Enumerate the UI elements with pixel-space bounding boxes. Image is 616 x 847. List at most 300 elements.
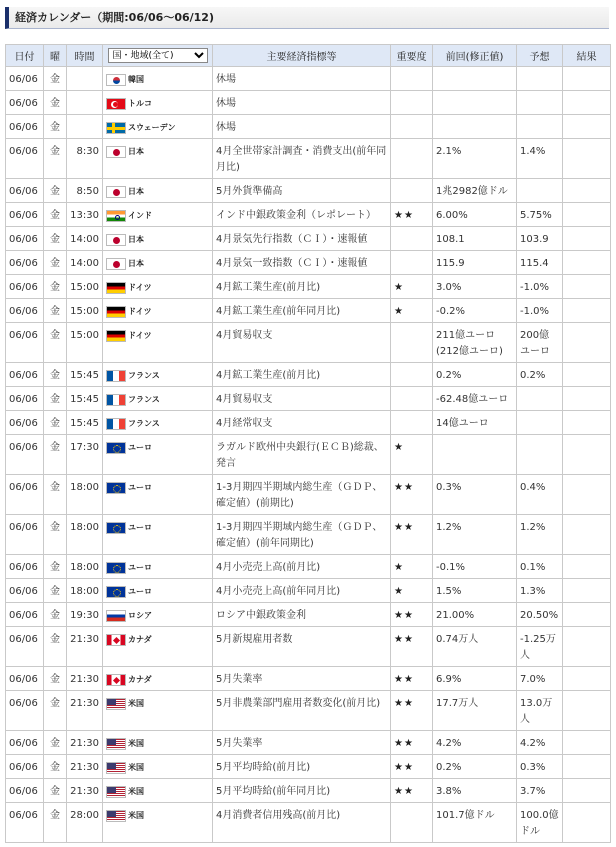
- cell-forecast: 5.75%: [517, 203, 563, 227]
- cell-indicator: 5月失業率: [213, 667, 391, 691]
- cell-date: 06/06: [6, 275, 44, 299]
- cell-previous: 211億ユーロ(212億ユーロ): [433, 323, 517, 363]
- cell-indicator: 1-3月期四半期域内総生産（ＧＤＰ、確定値）(前年同期比): [213, 515, 391, 555]
- cell-importance: [391, 139, 433, 179]
- header-day: 曜: [44, 45, 67, 67]
- cell-time: [67, 91, 103, 115]
- cell-time: 18:00: [67, 475, 103, 515]
- cell-indicator: 1-3月期四半期域内総生産（ＧＤＰ、確定値）(前期比): [213, 475, 391, 515]
- cell-importance: ★★: [391, 779, 433, 803]
- cell-importance: [391, 803, 433, 843]
- cell-date: 06/06: [6, 67, 44, 91]
- table-row: [6, 779, 611, 803]
- eu-flag-icon: [106, 522, 126, 534]
- cell-previous: 3.8%: [433, 779, 517, 803]
- country-name: フランス: [128, 395, 160, 404]
- header-previous: 前回(修正値): [433, 45, 517, 67]
- india-flag-icon: [106, 210, 126, 222]
- cell-day: 金: [44, 251, 67, 275]
- cell-result: [563, 227, 611, 251]
- cell-forecast: 0.4%: [517, 475, 563, 515]
- cell-importance: ★: [391, 435, 433, 475]
- cell-date: 06/06: [6, 515, 44, 555]
- cell-indicator: 4月経常収支: [213, 411, 391, 435]
- cell-day: 金: [44, 411, 67, 435]
- cell-time: 15:45: [67, 411, 103, 435]
- cell-forecast: 1.2%: [517, 515, 563, 555]
- cell-previous: 2.1%: [433, 139, 517, 179]
- header-importance: 重要度: [391, 45, 433, 67]
- cell-country: [103, 179, 213, 203]
- country-name: ドイツ: [128, 283, 152, 292]
- cell-indicator: 5月失業率: [213, 731, 391, 755]
- cell-previous: 1兆2982億ドル: [433, 179, 517, 203]
- cell-importance: ★★: [391, 515, 433, 555]
- cell-country: [103, 275, 213, 299]
- sweden-flag-icon: [106, 122, 126, 134]
- cell-time: 13:30: [67, 203, 103, 227]
- cell-previous: 17.7万人: [433, 691, 517, 731]
- cell-indicator: 4月全世帯家計調査・消費支出(前年同月比): [213, 139, 391, 179]
- table-row: [6, 363, 611, 387]
- cell-importance: ★★: [391, 667, 433, 691]
- table-row: [6, 251, 611, 275]
- country-name: ドイツ: [128, 331, 152, 340]
- cell-time: 15:45: [67, 387, 103, 411]
- cell-indicator: 5月平均時給(前年同月比): [213, 779, 391, 803]
- cell-day: 金: [44, 387, 67, 411]
- japan-flag-icon: [106, 186, 126, 198]
- table-header-row: [6, 45, 611, 67]
- cell-time: 14:00: [67, 251, 103, 275]
- cell-time: 8:50: [67, 179, 103, 203]
- table-row: [6, 411, 611, 435]
- cell-forecast: [517, 411, 563, 435]
- cell-previous: -62.48億ユーロ: [433, 387, 517, 411]
- country-name: 米国: [128, 763, 144, 772]
- cell-date: 06/06: [6, 139, 44, 179]
- cell-country: [103, 667, 213, 691]
- cell-country: [103, 731, 213, 755]
- table-row: [6, 627, 611, 667]
- country-name: スウェーデン: [128, 123, 176, 132]
- france-flag-icon: [106, 370, 126, 382]
- header-time: 時間: [67, 45, 103, 67]
- country-name: 米国: [128, 699, 144, 708]
- cell-previous: -0.1%: [433, 555, 517, 579]
- cell-time: 15:00: [67, 323, 103, 363]
- page-title: 経済カレンダー（期間:06/06〜06/12): [5, 7, 609, 29]
- cell-indicator: 4月貿易収支: [213, 323, 391, 363]
- cell-date: 06/06: [6, 91, 44, 115]
- cell-time: 18:00: [67, 579, 103, 603]
- country-name: ドイツ: [128, 307, 152, 316]
- cell-result: [563, 475, 611, 515]
- cell-indicator: 4月消費者信用残高(前月比): [213, 803, 391, 843]
- cell-date: 06/06: [6, 803, 44, 843]
- cell-country: [103, 299, 213, 323]
- usa-flag-icon: [106, 810, 126, 822]
- cell-day: 金: [44, 555, 67, 579]
- cell-country: [103, 139, 213, 179]
- cell-result: [563, 803, 611, 843]
- cell-previous: 4.2%: [433, 731, 517, 755]
- eu-flag-icon: [106, 482, 126, 494]
- cell-country: [103, 691, 213, 731]
- cell-country: [103, 803, 213, 843]
- cell-importance: ★★: [391, 691, 433, 731]
- country-name: インド: [128, 211, 152, 220]
- cell-day: 金: [44, 275, 67, 299]
- cell-forecast: 100.0億ドル: [517, 803, 563, 843]
- cell-importance: [391, 115, 433, 139]
- cell-previous: 0.74万人: [433, 627, 517, 667]
- cell-date: 06/06: [6, 691, 44, 731]
- canada-flag-icon: [106, 674, 126, 686]
- cell-previous: 21.00%: [433, 603, 517, 627]
- country-name: ユーロ: [128, 587, 152, 596]
- country-name: 米国: [128, 787, 144, 796]
- table-row: [6, 475, 611, 515]
- cell-country: [103, 779, 213, 803]
- cell-time: 21:30: [67, 779, 103, 803]
- cell-previous: [433, 67, 517, 91]
- cell-country: [103, 627, 213, 667]
- cell-importance: [391, 387, 433, 411]
- cell-previous: 108.1: [433, 227, 517, 251]
- cell-result: [563, 179, 611, 203]
- country-name: ロシア: [128, 611, 152, 620]
- cell-date: 06/06: [6, 115, 44, 139]
- cell-date: 06/06: [6, 179, 44, 203]
- cell-previous: 0.2%: [433, 363, 517, 387]
- table-row: [6, 91, 611, 115]
- cell-day: 金: [44, 323, 67, 363]
- country-name: 米国: [128, 739, 144, 748]
- header-indicator: 主要経済指標等: [213, 45, 391, 67]
- cell-date: 06/06: [6, 299, 44, 323]
- cell-result: [563, 731, 611, 755]
- cell-time: 17:30: [67, 435, 103, 475]
- cell-date: 06/06: [6, 475, 44, 515]
- cell-result: [563, 691, 611, 731]
- cell-importance: ★: [391, 579, 433, 603]
- cell-date: 06/06: [6, 555, 44, 579]
- cell-country: [103, 387, 213, 411]
- cell-forecast: 1.3%: [517, 579, 563, 603]
- cell-importance: [391, 179, 433, 203]
- country-name: カナダ: [128, 635, 152, 644]
- cell-indicator: 休場: [213, 91, 391, 115]
- cell-day: 金: [44, 603, 67, 627]
- cell-country: [103, 411, 213, 435]
- cell-indicator: インド中銀政策金利（レポレート）: [213, 203, 391, 227]
- cell-time: 21:30: [67, 627, 103, 667]
- cell-date: 06/06: [6, 203, 44, 227]
- cell-time: [67, 115, 103, 139]
- japan-flag-icon: [106, 258, 126, 270]
- japan-flag-icon: [106, 146, 126, 158]
- table-row: [6, 803, 611, 843]
- cell-indicator: 4月貿易収支: [213, 387, 391, 411]
- russia-flag-icon: [106, 610, 126, 622]
- cell-time: [67, 67, 103, 91]
- country-name: フランス: [128, 419, 160, 428]
- cell-previous: 0.3%: [433, 475, 517, 515]
- cell-previous: 115.9: [433, 251, 517, 275]
- cell-day: 金: [44, 627, 67, 667]
- cell-forecast: [517, 67, 563, 91]
- cell-date: 06/06: [6, 779, 44, 803]
- cell-date: 06/06: [6, 411, 44, 435]
- country-name: 日本: [128, 235, 144, 244]
- cell-forecast: 103.9: [517, 227, 563, 251]
- cell-previous: 0.2%: [433, 755, 517, 779]
- cell-indicator: 4月景気一致指数（ＣＩ）・速報値: [213, 251, 391, 275]
- cell-date: 06/06: [6, 667, 44, 691]
- eu-flag-icon: [106, 586, 126, 598]
- economic-calendar-table: [5, 44, 611, 843]
- cell-time: 21:30: [67, 731, 103, 755]
- cell-date: 06/06: [6, 387, 44, 411]
- header-forecast: 予想: [517, 45, 563, 67]
- cell-forecast: [517, 115, 563, 139]
- cell-time: 15:45: [67, 363, 103, 387]
- country-name: ユーロ: [128, 523, 152, 532]
- cell-day: 金: [44, 115, 67, 139]
- cell-previous: -0.2%: [433, 299, 517, 323]
- france-flag-icon: [106, 394, 126, 406]
- cell-previous: 3.0%: [433, 275, 517, 299]
- cell-country: [103, 515, 213, 555]
- cell-day: 金: [44, 731, 67, 755]
- cell-forecast: -1.0%: [517, 275, 563, 299]
- cell-time: 21:30: [67, 667, 103, 691]
- cell-day: 金: [44, 91, 67, 115]
- cell-forecast: [517, 435, 563, 475]
- cell-result: [563, 435, 611, 475]
- cell-time: 21:30: [67, 755, 103, 779]
- cell-time: 19:30: [67, 603, 103, 627]
- cell-importance: ★★: [391, 475, 433, 515]
- cell-time: 8:30: [67, 139, 103, 179]
- table-row: [6, 323, 611, 363]
- usa-flag-icon: [106, 786, 126, 798]
- cell-forecast: 7.0%: [517, 667, 563, 691]
- table-row: [6, 115, 611, 139]
- usa-flag-icon: [106, 762, 126, 774]
- cell-result: [563, 667, 611, 691]
- cell-previous: 14億ユーロ: [433, 411, 517, 435]
- cell-indicator: 4月小売売上高(前年同月比): [213, 579, 391, 603]
- table-row: [6, 555, 611, 579]
- cell-importance: ★: [391, 555, 433, 579]
- cell-date: 06/06: [6, 251, 44, 275]
- cell-day: 金: [44, 363, 67, 387]
- cell-date: 06/06: [6, 627, 44, 667]
- country-filter-select[interactable]: [108, 48, 208, 63]
- cell-forecast: 3.7%: [517, 779, 563, 803]
- cell-previous: 101.7億ドル: [433, 803, 517, 843]
- cell-previous: [433, 435, 517, 475]
- cell-country: [103, 91, 213, 115]
- cell-time: 14:00: [67, 227, 103, 251]
- cell-previous: [433, 115, 517, 139]
- cell-day: 金: [44, 803, 67, 843]
- cell-importance: [391, 251, 433, 275]
- country-name: フランス: [128, 371, 160, 380]
- cell-forecast: [517, 91, 563, 115]
- japan-flag-icon: [106, 234, 126, 246]
- cell-country: [103, 323, 213, 363]
- cell-day: 金: [44, 579, 67, 603]
- table-row: [6, 387, 611, 411]
- cell-time: 18:00: [67, 555, 103, 579]
- cell-forecast: [517, 179, 563, 203]
- cell-day: 金: [44, 435, 67, 475]
- cell-result: [563, 387, 611, 411]
- cell-result: [563, 203, 611, 227]
- turkey-flag-icon: [106, 98, 126, 110]
- germany-flag-icon: [106, 306, 126, 318]
- cell-forecast: 200億ユーロ: [517, 323, 563, 363]
- cell-country: [103, 203, 213, 227]
- header-result: 結果: [563, 45, 611, 67]
- country-name: 韓国: [128, 75, 144, 84]
- cell-country: [103, 555, 213, 579]
- cell-result: [563, 579, 611, 603]
- cell-result: [563, 515, 611, 555]
- table-row: [6, 435, 611, 475]
- cell-day: 金: [44, 299, 67, 323]
- cell-importance: ★: [391, 299, 433, 323]
- cell-country: [103, 435, 213, 475]
- cell-result: [563, 139, 611, 179]
- cell-country: [103, 475, 213, 515]
- country-name: トルコ: [128, 99, 152, 108]
- cell-time: 28:00: [67, 803, 103, 843]
- cell-result: [563, 115, 611, 139]
- cell-previous: 1.5%: [433, 579, 517, 603]
- cell-result: [563, 299, 611, 323]
- cell-result: [563, 779, 611, 803]
- cell-date: 06/06: [6, 227, 44, 251]
- cell-previous: 6.9%: [433, 667, 517, 691]
- table-row: [6, 179, 611, 203]
- cell-importance: [391, 91, 433, 115]
- cell-previous: 6.00%: [433, 203, 517, 227]
- cell-indicator: 5月新規雇用者数: [213, 627, 391, 667]
- table-row: [6, 299, 611, 323]
- country-name: 日本: [128, 259, 144, 268]
- table-row: [6, 139, 611, 179]
- cell-day: 金: [44, 755, 67, 779]
- table-row: [6, 275, 611, 299]
- cell-country: [103, 603, 213, 627]
- cell-date: 06/06: [6, 731, 44, 755]
- germany-flag-icon: [106, 282, 126, 294]
- cell-day: 金: [44, 515, 67, 555]
- cell-indicator: 4月小売売上高(前月比): [213, 555, 391, 579]
- cell-time: 15:00: [67, 299, 103, 323]
- cell-result: [563, 67, 611, 91]
- cell-day: 金: [44, 691, 67, 731]
- eu-flag-icon: [106, 442, 126, 454]
- cell-day: 金: [44, 475, 67, 515]
- cell-date: 06/06: [6, 755, 44, 779]
- cell-date: 06/06: [6, 435, 44, 475]
- cell-date: 06/06: [6, 603, 44, 627]
- table-row: [6, 227, 611, 251]
- cell-importance: [391, 411, 433, 435]
- country-name: 日本: [128, 187, 144, 196]
- france-flag-icon: [106, 418, 126, 430]
- cell-indicator: ロシア中銀政策金利: [213, 603, 391, 627]
- cell-day: 金: [44, 779, 67, 803]
- germany-flag-icon: [106, 330, 126, 342]
- cell-day: 金: [44, 67, 67, 91]
- cell-country: [103, 115, 213, 139]
- country-name: 米国: [128, 811, 144, 820]
- cell-forecast: 0.3%: [517, 755, 563, 779]
- cell-result: [563, 91, 611, 115]
- header-date: 日付: [6, 45, 44, 67]
- table-row: [6, 731, 611, 755]
- cell-importance: [391, 67, 433, 91]
- canada-flag-icon: [106, 634, 126, 646]
- cell-date: 06/06: [6, 579, 44, 603]
- cell-indicator: 休場: [213, 67, 391, 91]
- cell-result: [563, 323, 611, 363]
- cell-forecast: -1.0%: [517, 299, 563, 323]
- cell-previous: [433, 91, 517, 115]
- cell-forecast: 115.4: [517, 251, 563, 275]
- table-row: [6, 579, 611, 603]
- cell-importance: ★★: [391, 755, 433, 779]
- cell-importance: [391, 323, 433, 363]
- cell-result: [563, 411, 611, 435]
- cell-importance: [391, 227, 433, 251]
- south-korea-flag-icon: [106, 74, 126, 86]
- cell-previous: 1.2%: [433, 515, 517, 555]
- cell-forecast: 13.0万人: [517, 691, 563, 731]
- cell-importance: ★★: [391, 627, 433, 667]
- cell-result: [563, 275, 611, 299]
- cell-indicator: 休場: [213, 115, 391, 139]
- table-row: [6, 203, 611, 227]
- cell-importance: [391, 363, 433, 387]
- cell-day: 金: [44, 227, 67, 251]
- cell-indicator: 4月景気先行指数（ＣＩ）・速報値: [213, 227, 391, 251]
- cell-indicator: 4月鉱工業生産(前月比): [213, 275, 391, 299]
- cell-date: 06/06: [6, 363, 44, 387]
- cell-time: 18:00: [67, 515, 103, 555]
- cell-result: [563, 555, 611, 579]
- cell-indicator: 5月平均時給(前月比): [213, 755, 391, 779]
- cell-importance: ★★: [391, 731, 433, 755]
- country-name: ユーロ: [128, 563, 152, 572]
- country-name: カナダ: [128, 675, 152, 684]
- cell-day: 金: [44, 179, 67, 203]
- table-body: [6, 67, 611, 843]
- cell-country: [103, 227, 213, 251]
- cell-forecast: 0.1%: [517, 555, 563, 579]
- cell-forecast: -1.25万人: [517, 627, 563, 667]
- cell-day: 金: [44, 667, 67, 691]
- usa-flag-icon: [106, 698, 126, 710]
- cell-forecast: [517, 387, 563, 411]
- cell-forecast: 1.4%: [517, 139, 563, 179]
